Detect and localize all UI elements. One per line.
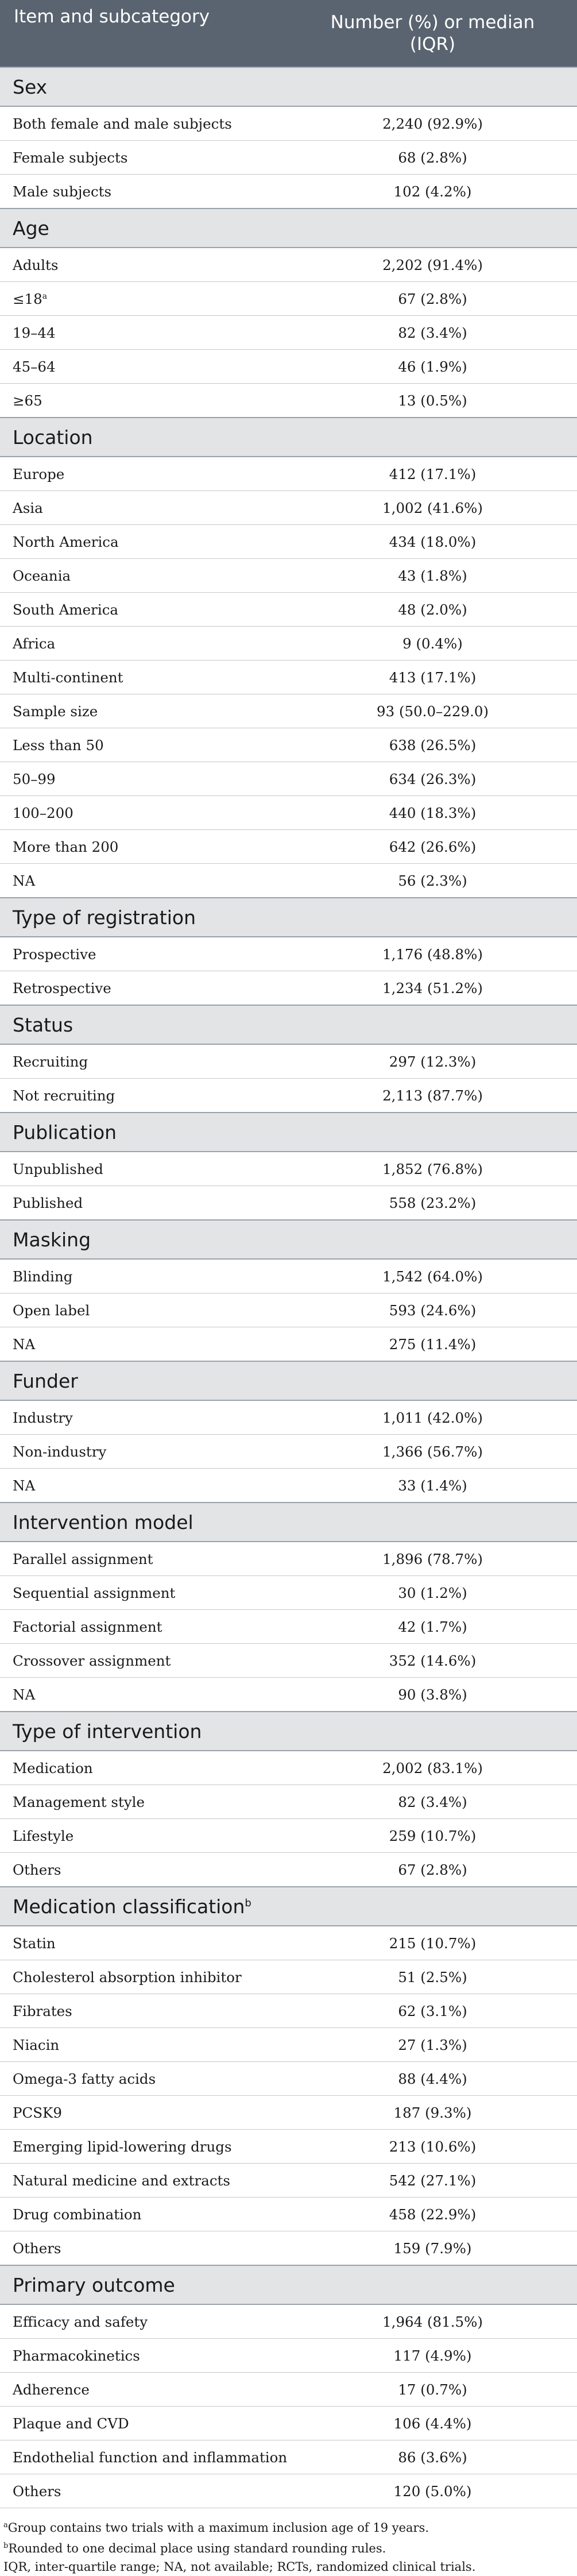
- table-row: [0, 796, 577, 830]
- category-row: [0, 67, 577, 106]
- subcategory-label: Less than 50: [13, 736, 104, 754]
- table-header-row: [0, 0, 577, 67]
- subcategory-cell: [0, 1044, 288, 1079]
- subcategory-label: Asia: [13, 499, 43, 516]
- value-cell: 82 (3.4%): [288, 316, 577, 350]
- subcategory-label: Europe: [13, 465, 65, 482]
- value-cell: 48 (2.0%): [288, 593, 577, 627]
- subcategory-cell: [0, 864, 288, 898]
- table-footnotes: [0, 2508, 577, 2576]
- value-cell: 93 (50.0–229.0): [288, 694, 577, 728]
- value-cell: 434 (18.0%): [288, 525, 577, 559]
- value-cell: 213 (10.6%): [288, 2130, 577, 2164]
- category-row: [0, 1712, 577, 1751]
- value-cell: 1,852 (76.8%): [288, 1152, 577, 1186]
- value-cell: 2,113 (87.7%): [288, 1079, 577, 1113]
- subcategory-label: Factorial assignment: [13, 1618, 162, 1635]
- subcategory-label: NA: [13, 1477, 36, 1494]
- category-row: [0, 1220, 577, 1259]
- subcategory-label: Others: [13, 1861, 61, 1878]
- subcategory-cell: [0, 1785, 288, 1819]
- subcategory-cell: [0, 1327, 288, 1362]
- category-cell: [0, 1887, 577, 1926]
- subcategory-label: Efficacy and safety: [13, 2313, 148, 2330]
- subcategory-label: Fibrates: [13, 2002, 72, 2019]
- subcategory-label: Female subjects: [13, 149, 128, 166]
- subcategory-cell: [0, 627, 288, 661]
- subcategory-cell: [0, 2028, 288, 2062]
- subcategory-cell: [0, 661, 288, 694]
- subcategory-cell: [0, 2062, 288, 2096]
- subcategory-label: Lifestyle: [13, 1827, 74, 1844]
- subcategory-label: Statin: [13, 1934, 56, 1952]
- subcategory-cell: [0, 175, 288, 209]
- category-label: Sex: [13, 75, 48, 98]
- table-row: [0, 1293, 577, 1327]
- subcategory-label: Industry: [13, 1409, 73, 1426]
- subcategory-cell: [0, 762, 288, 796]
- value-cell: 51 (2.5%): [288, 1960, 577, 1994]
- table-row: [0, 2096, 577, 2130]
- subcategory-label: Endothelial function and inflammation: [13, 2448, 288, 2466]
- subcategory-cell: [0, 525, 288, 559]
- table-row: [0, 661, 577, 694]
- subcategory-cell: [0, 2339, 288, 2373]
- footnote-marker: a: [3, 2521, 8, 2529]
- table-row: [0, 1994, 577, 2028]
- table-row: [0, 106, 577, 141]
- subcategory-cell: [0, 1576, 288, 1610]
- subcategory-label: Parallel assignment: [13, 1550, 153, 1567]
- subcategory-cell: [0, 2164, 288, 2197]
- table-row: [0, 457, 577, 491]
- table-row: [0, 1576, 577, 1610]
- value-cell: 1,366 (56.7%): [288, 1435, 577, 1469]
- footnote-line: [3, 2516, 577, 2537]
- category-cell: [0, 1361, 577, 1400]
- subcategory-cell: [0, 1926, 288, 1960]
- value-cell: 638 (26.5%): [288, 728, 577, 762]
- table-row: [0, 1079, 577, 1113]
- category-cell: [0, 1503, 577, 1542]
- value-cell: 106 (4.4%): [288, 2407, 577, 2440]
- subcategory-label: Crossover assignment: [13, 1652, 171, 1669]
- subcategory-cell: [0, 1186, 288, 1221]
- column-header-item: Item and subcategory: [0, 0, 288, 67]
- value-cell: 67 (2.8%): [288, 1853, 577, 1887]
- value-cell: 102 (4.2%): [288, 175, 577, 209]
- value-cell: 46 (1.9%): [288, 350, 577, 384]
- table-row: [0, 2474, 577, 2508]
- table-row: [0, 2028, 577, 2062]
- footnote-line: [3, 2537, 577, 2558]
- table-row: [0, 350, 577, 384]
- subcategory-cell: [0, 1994, 288, 2028]
- value-cell: 352 (14.6%): [288, 1644, 577, 1678]
- subcategory-label: PCSK9: [13, 2104, 62, 2121]
- table-row: [0, 1469, 577, 1503]
- subcategory-label: Medication: [13, 1759, 93, 1776]
- subcategory-label: Africa: [13, 635, 56, 652]
- subcategory-label: Management style: [13, 1793, 145, 1810]
- table-row: [0, 384, 577, 418]
- subcategory-cell: [0, 2096, 288, 2130]
- category-row: [0, 1005, 577, 1044]
- table-row: [0, 248, 577, 282]
- category-row: [0, 1113, 577, 1152]
- value-cell: 1,011 (42.0%): [288, 1400, 577, 1435]
- table-row: [0, 1678, 577, 1712]
- table-row: [0, 1435, 577, 1469]
- subcategory-label: NA: [13, 872, 36, 889]
- value-cell: 30 (1.2%): [288, 1576, 577, 1610]
- subcategory-cell: [0, 248, 288, 282]
- subcategory-label: Not recruiting: [13, 1087, 115, 1104]
- subcategory-label: Prospective: [13, 945, 96, 963]
- value-cell: 1,002 (41.6%): [288, 491, 577, 525]
- table-row: [0, 2339, 577, 2373]
- column-header-number: [288, 0, 577, 67]
- value-cell: 297 (12.3%): [288, 1044, 577, 1079]
- table-row: [0, 559, 577, 593]
- category-row: [0, 1887, 577, 1926]
- table-body: [0, 67, 577, 2508]
- subcategory-cell: [0, 1469, 288, 1503]
- subcategory-label: Niacin: [13, 2036, 60, 2053]
- category-label: Location: [13, 426, 93, 449]
- footnote-marker: b: [3, 2542, 9, 2550]
- table-row: [0, 937, 577, 971]
- value-cell: 33 (1.4%): [288, 1469, 577, 1503]
- subcategory-cell: [0, 2130, 288, 2164]
- subcategory-label: ≥65: [13, 392, 42, 409]
- subcategory-cell: [0, 1644, 288, 1678]
- subcategory-cell: [0, 830, 288, 864]
- value-cell: 90 (3.8%): [288, 1678, 577, 1712]
- value-cell: 413 (17.1%): [288, 661, 577, 694]
- table-row: [0, 2407, 577, 2440]
- category-label: Masking: [13, 1228, 91, 1251]
- subcategory-label: 19–44: [13, 324, 56, 341]
- subcategory-label: Others: [13, 2239, 61, 2257]
- table-row: [0, 1644, 577, 1678]
- table-row: [0, 1327, 577, 1362]
- subcategory-label: Others: [13, 2482, 61, 2500]
- table-row: [0, 282, 577, 316]
- subcategory-label: Drug combination: [13, 2206, 142, 2223]
- subcategory-cell: [0, 282, 288, 316]
- footnote-text: IQR, inter-quartile range; NA, not available; RCTs, randomized clinical trials.: [3, 2560, 476, 2574]
- value-cell: 56 (2.3%): [288, 864, 577, 898]
- table-row: [0, 1152, 577, 1186]
- subcategory-cell: [0, 1259, 288, 1293]
- value-cell: 2,240 (92.9%): [288, 106, 577, 141]
- category-cell: [0, 418, 577, 457]
- category-label: Status: [13, 1013, 73, 1036]
- table-row: [0, 2304, 577, 2339]
- value-cell: 27 (1.3%): [288, 2028, 577, 2062]
- value-cell: 187 (9.3%): [288, 2096, 577, 2130]
- category-label: Type of intervention: [13, 1720, 202, 1743]
- table-row: [0, 1819, 577, 1853]
- value-cell: 1,234 (51.2%): [288, 971, 577, 1006]
- subcategory-label: Published: [13, 1194, 83, 1211]
- subcategory-cell: [0, 1293, 288, 1327]
- table-row: [0, 491, 577, 525]
- subcategory-cell: [0, 2474, 288, 2508]
- subcategory-cell: [0, 106, 288, 141]
- category-row: [0, 2265, 577, 2304]
- subcategory-label: Blinding: [13, 1268, 73, 1285]
- subcategory-cell: [0, 457, 288, 491]
- table-row: [0, 2373, 577, 2407]
- subcategory-label: Adherence: [13, 2381, 90, 2398]
- category-row: [0, 898, 577, 937]
- subcategory-label: Plaque and CVD: [13, 2415, 129, 2432]
- value-cell: 17 (0.7%): [288, 2373, 577, 2407]
- subcategory-cell: [0, 1751, 288, 1785]
- table-row: [0, 1926, 577, 1960]
- subcategory-cell: [0, 2197, 288, 2231]
- subcategory-label: Cholesterol absorption inhibitor: [13, 1968, 242, 1986]
- value-cell: 82 (3.4%): [288, 1785, 577, 1819]
- subcategory-label: 50–99: [13, 770, 56, 787]
- subcategory-label: Emerging lipid-lowering drugs: [13, 2138, 232, 2155]
- footnote-text: Group contains two trials with a maximum inclusion age of 19 years.: [7, 2521, 429, 2535]
- table-row: [0, 864, 577, 898]
- subcategory-cell: [0, 1610, 288, 1644]
- table-row: [0, 2130, 577, 2164]
- table-row: [0, 2197, 577, 2231]
- subcategory-cell: [0, 971, 288, 1006]
- subcategory-cell: [0, 1152, 288, 1186]
- table-row: [0, 175, 577, 209]
- value-cell: 558 (23.2%): [288, 1186, 577, 1221]
- subcategory-cell: [0, 937, 288, 971]
- subcategory-cell: [0, 694, 288, 728]
- table-row: [0, 728, 577, 762]
- value-cell: 120 (5.0%): [288, 2474, 577, 2508]
- column-header-number-line1: Number (%) or median: [330, 12, 535, 33]
- subcategory-label: Non-industry: [13, 1443, 107, 1460]
- value-cell: 159 (7.9%): [288, 2231, 577, 2266]
- category-label: Medication classification: [13, 1895, 245, 1918]
- table-row: [0, 1785, 577, 1819]
- subcategory-label: Oceania: [13, 567, 71, 584]
- subcategory-label: 45–64: [13, 358, 56, 375]
- category-cell: [0, 1712, 577, 1751]
- table-row: [0, 1751, 577, 1785]
- value-cell: 1,896 (78.7%): [288, 1542, 577, 1576]
- category-row: [0, 1503, 577, 1542]
- subcategory-label: Multi-continent: [13, 669, 123, 686]
- column-header-number-line2: (IQR): [409, 34, 456, 55]
- value-cell: 634 (26.3%): [288, 762, 577, 796]
- value-cell: 68 (2.8%): [288, 141, 577, 175]
- subcategory-label: Recruiting: [13, 1053, 88, 1070]
- subcategory-cell: [0, 1542, 288, 1576]
- value-cell: 275 (11.4%): [288, 1327, 577, 1362]
- subcategory-cell: [0, 1079, 288, 1113]
- subcategory-cell: [0, 1400, 288, 1435]
- value-cell: 117 (4.9%): [288, 2339, 577, 2373]
- subcategory-cell: [0, 1819, 288, 1853]
- subcategory-label: Sample size: [13, 702, 98, 720]
- category-cell: [0, 2265, 577, 2304]
- subcategory-label: South America: [13, 601, 119, 618]
- subcategory-label: NA: [13, 1335, 36, 1353]
- subcategory-label: Adults: [13, 256, 59, 273]
- table-row: [0, 1044, 577, 1079]
- category-row: [0, 1361, 577, 1400]
- table-row: [0, 2231, 577, 2266]
- value-cell: 62 (3.1%): [288, 1994, 577, 2028]
- value-cell: 1,542 (64.0%): [288, 1259, 577, 1293]
- category-label: Funder: [13, 1369, 78, 1392]
- value-cell: 13 (0.5%): [288, 384, 577, 418]
- table-row: [0, 762, 577, 796]
- category-row: [0, 208, 577, 248]
- table-row: [0, 971, 577, 1006]
- subcategory-cell: [0, 384, 288, 418]
- subcategory-label: Retrospective: [13, 979, 111, 997]
- table-row: [0, 2062, 577, 2096]
- category-cell: [0, 1005, 577, 1044]
- footnote-marker: b: [245, 1897, 251, 1909]
- subcategory-label: Male subjects: [13, 183, 112, 200]
- table-row: [0, 1960, 577, 1994]
- category-row: [0, 418, 577, 457]
- category-cell: [0, 1220, 577, 1259]
- table-row: [0, 2440, 577, 2474]
- value-cell: 2,002 (83.1%): [288, 1751, 577, 1785]
- table-row: [0, 1400, 577, 1435]
- subcategory-cell: [0, 559, 288, 593]
- subcategory-cell: [0, 1960, 288, 1994]
- subcategory-label: Both female and male subjects: [13, 115, 232, 132]
- value-cell: 86 (3.6%): [288, 2440, 577, 2474]
- subcategory-cell: [0, 728, 288, 762]
- category-label: Publication: [13, 1121, 117, 1144]
- table-row: [0, 1259, 577, 1293]
- table-row: [0, 627, 577, 661]
- category-label: Type of registration: [13, 906, 196, 929]
- footnote-line: [3, 2558, 577, 2576]
- table-row: [0, 694, 577, 728]
- subcategory-label: 100–200: [13, 804, 73, 821]
- subcategory-label: More than 200: [13, 838, 119, 855]
- value-cell: 2,202 (91.4%): [288, 248, 577, 282]
- subcategory-cell: [0, 593, 288, 627]
- table-row: [0, 1186, 577, 1221]
- category-label: Primary outcome: [13, 2273, 175, 2296]
- category-cell: [0, 67, 577, 106]
- footnote-text: Rounded to one decimal place using standard rounding rules.: [8, 2542, 386, 2555]
- value-cell: 1,964 (81.5%): [288, 2304, 577, 2339]
- value-cell: 542 (27.1%): [288, 2164, 577, 2197]
- footnote-marker: a: [42, 291, 48, 301]
- subcategory-cell: [0, 350, 288, 384]
- subcategory-cell: [0, 796, 288, 830]
- subcategory-label: NA: [13, 1686, 36, 1703]
- table-row: [0, 141, 577, 175]
- value-cell: 1,176 (48.8%): [288, 937, 577, 971]
- value-cell: 215 (10.7%): [288, 1926, 577, 1960]
- value-cell: 259 (10.7%): [288, 1819, 577, 1853]
- subcategory-cell: [0, 2373, 288, 2407]
- category-cell: [0, 208, 577, 248]
- table-row: [0, 830, 577, 864]
- subcategory-cell: [0, 1853, 288, 1887]
- table-row: [0, 593, 577, 627]
- value-cell: 593 (24.6%): [288, 1293, 577, 1327]
- value-cell: 440 (18.3%): [288, 796, 577, 830]
- subcategory-cell: [0, 2407, 288, 2440]
- subcategory-cell: [0, 316, 288, 350]
- subcategory-cell: [0, 2440, 288, 2474]
- subcategory-label: Pharmacokinetics: [13, 2347, 140, 2364]
- subcategory-label: Unpublished: [13, 1160, 103, 1177]
- value-cell: 88 (4.4%): [288, 2062, 577, 2096]
- value-cell: 43 (1.8%): [288, 559, 577, 593]
- category-label: Intervention model: [13, 1511, 193, 1534]
- subcategory-cell: [0, 2304, 288, 2339]
- subcategory-label: Open label: [13, 1301, 90, 1319]
- subcategory-cell: [0, 2231, 288, 2266]
- table-row: [0, 1853, 577, 1887]
- value-cell: 9 (0.4%): [288, 627, 577, 661]
- subcategory-label: Omega-3 fatty acids: [13, 2070, 156, 2087]
- subcategory-cell: [0, 141, 288, 175]
- value-cell: 458 (22.9%): [288, 2197, 577, 2231]
- value-cell: 642 (26.6%): [288, 830, 577, 864]
- subcategory-label: Natural medicine and extracts: [13, 2172, 230, 2189]
- table-row: [0, 525, 577, 559]
- table-row: [0, 2164, 577, 2197]
- subcategory-label: Sequential assignment: [13, 1584, 176, 1601]
- table-row: [0, 1610, 577, 1644]
- subcategory-label: ≤18: [13, 290, 42, 307]
- subcategory-cell: [0, 1678, 288, 1712]
- subcategory-cell: [0, 491, 288, 525]
- subcategory-cell: [0, 1435, 288, 1469]
- value-cell: 42 (1.7%): [288, 1610, 577, 1644]
- subcategory-label: North America: [13, 533, 119, 550]
- table-row: [0, 1542, 577, 1576]
- category-label: Age: [13, 217, 49, 240]
- value-cell: 67 (2.8%): [288, 282, 577, 316]
- table-row: [0, 316, 577, 350]
- category-cell: [0, 1113, 577, 1152]
- value-cell: 412 (17.1%): [288, 457, 577, 491]
- category-cell: [0, 898, 577, 937]
